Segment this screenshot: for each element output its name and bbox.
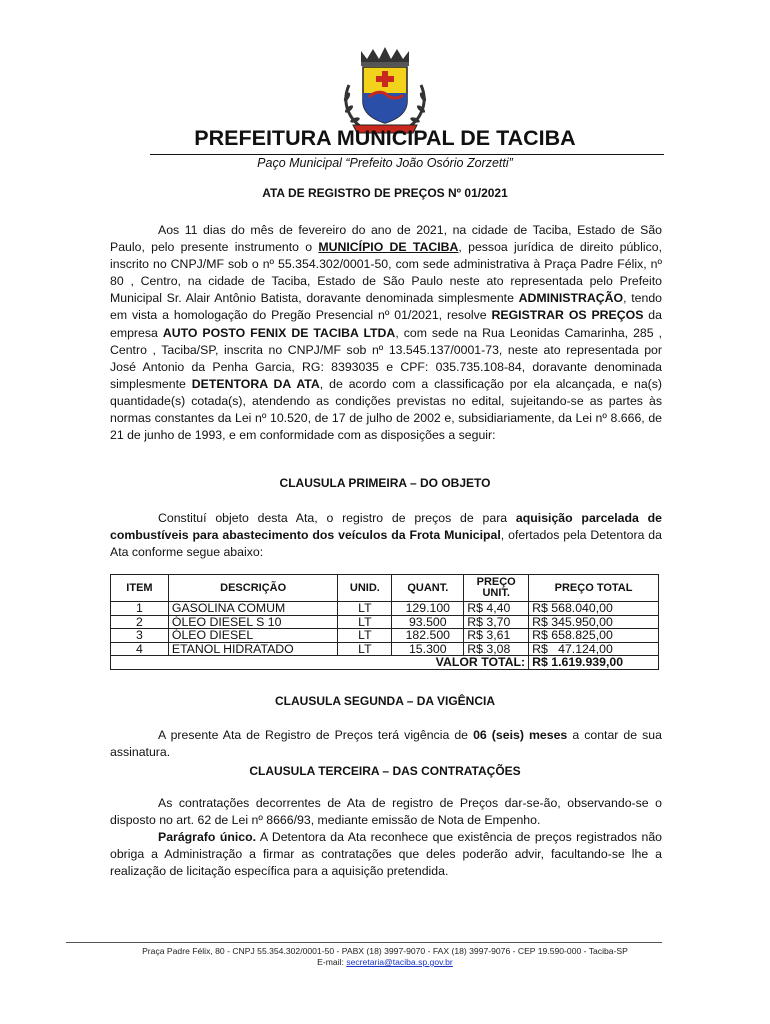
total-price-cell: R$ 658.825,00: [529, 629, 659, 643]
item-cell: 1: [111, 602, 169, 616]
quantity-cell: 129.100: [392, 602, 464, 616]
footer-email-line: [0, 957, 770, 967]
clause-2-paragraph: A presente Ata de Registro de Preços terá vigência de 06 (seis) meses a contar de sua assinatura.: [110, 728, 662, 760]
table-row: [111, 642, 659, 656]
unit-cell: LT: [338, 602, 392, 616]
unit-cell: LT: [338, 642, 392, 656]
unit-price-cell: R$ 3,70: [464, 615, 529, 629]
total-price-cell: R$ 345.950,00: [529, 615, 659, 629]
clause-3-sole-paragraph: Parágrafo único. A Detentora da Ata reconhece que existência de preços registrados não obriga a Administração a firmar as contratações que deles poderão advir, facultando-se lhe a realização de licitação específica para a aquisição pretendida.: [110, 830, 662, 879]
total-price-cell: R$ 47.124,00: [529, 642, 659, 656]
clause-3-heading: CLAUSULA TERCEIRA – DAS CONTRATAÇÕES: [249, 764, 521, 778]
quantity-cell: 182.500: [392, 629, 464, 643]
total-label: VALOR TOTAL:: [111, 656, 529, 670]
clause-1-heading: CLAUSULA PRIMEIRA – DO OBJETO: [279, 476, 491, 490]
quantity-cell: 15.300: [392, 642, 464, 656]
footer-email-label: E-mail:: [317, 957, 347, 967]
item-cell: 2: [111, 615, 169, 629]
page-subtitle: Paço Municipal “Prefeito João Osório Zorzetti”: [257, 156, 513, 170]
column-header: QUANT.: [392, 575, 464, 602]
column-header: DESCRIÇÃO: [168, 575, 338, 602]
description-cell: ÓLEO DIESEL S 10: [168, 615, 338, 629]
unit-cell: LT: [338, 615, 392, 629]
footer-divider: [66, 942, 662, 943]
unit-price-cell: R$ 3,08: [464, 642, 529, 656]
column-header: PREÇO UNIT.: [464, 575, 529, 602]
column-header: ITEM: [111, 575, 169, 602]
table-row: [111, 629, 659, 643]
footer-email-link[interactable]: secretaria@taciba.sp.gov.br: [346, 957, 453, 967]
unit-price-cell: R$ 3,61: [464, 629, 529, 643]
description-cell: ÓLEO DIESEL: [168, 629, 338, 643]
unit-cell: LT: [338, 629, 392, 643]
clause-1-paragraph: Constituí objeto desta Ata, o registro de preços de para aquisição parcelada de combustíveis para abastecimento dos veículos da Frota Municipal, ofertados pela Detentora da Ata conforme segue abaixo:: [110, 511, 662, 560]
column-header: PREÇO TOTAL: [529, 575, 659, 602]
table-row: [111, 602, 659, 616]
item-cell: 4: [111, 642, 169, 656]
coat-of-arms-icon: [335, 45, 435, 137]
description-cell: ETANOL HIDRATADO: [168, 642, 338, 656]
intro-paragraph: Aos 11 dias do mês de fevereiro do ano de 2021, na cidade de Taciba, Estado de São Paulo, pelo presente instrumento o MUNICÍPIO DE TACIBA, pessoa jurídica de direito público, inscrito no CNPJ/MF sob o nº 55.354.302/0001-50, com sede administrativa à Praça Padre Félix, nº 80 , Centro, na cidade de Taciba, Estado de São Paulo neste ato representada pelo Prefeito Municipal Sr. Alair Antônio Batista, doravante denominada simplesmente ADMINISTRAÇÃO, tendo em vista a homologação do Pregão Presencial nº 01/2021, resolve REGISTRAR OS PREÇOS da empresa AUTO POSTO FENIX DE TACIBA LTDA, com sede na Rua Leonidas Camarinha, 285 , Centro , Taciba/SP, inscrita no CNPJ/MF sob nº 13.545.137/0001-73, neste ato representada por José Antonio da Penha Garcia, RG: 8393035 e CPF: 035.735.108-84, doravante denominada simplesmente DETENTORA DA ATA, de acordo com a classificação por ela alcançada, e na(s) quantidade(s) cotada(s), atendendo as condições previstas no edital, sujeitando-se as partes às normas constantes da Lei nº 10.520, de 17 de julho de 2002 e, subsidiariamente, da Lei nº 8.666, de 21 de junho de 1993, e em conformidade com as disposições a seguir:: [110, 223, 663, 443]
table-row: [111, 615, 659, 629]
unit-price-cell: R$ 4,40: [464, 602, 529, 616]
clause-2-heading: CLAUSULA SEGUNDA – DA VIGÊNCIA: [274, 694, 495, 708]
table-total-row: [111, 656, 659, 670]
document-title: ATA DE REGISTRO DE PREÇOS Nº 01/2021: [262, 186, 508, 200]
page-title: PREFEITURA MUNICIPAL DE TACIBA: [194, 126, 576, 150]
footer-address: Praça Padre Félix, 80 - CNPJ 55.354.302/0001-50 - PABX (18) 3997-9070 - FAX (18) 3997-9076 - CEP 19.590-000 - Taciba-SP: [142, 946, 628, 956]
item-cell: 3: [111, 629, 169, 643]
column-header: UNID.: [338, 575, 392, 602]
description-cell: GASOLINA COMUM: [168, 602, 338, 616]
total-value: R$ 1.619.939,00: [529, 656, 659, 670]
clause-3-paragraph: As contratações decorrentes de Ata de registro de Preços dar-se-ão, observando-se o disposto no art. 62 de Lei nº 8666/93, mediante emissão de Nota de Empenho.: [110, 796, 662, 828]
table-header-row: [111, 575, 659, 602]
total-price-cell: R$ 568.040,00: [529, 602, 659, 616]
header-divider: [150, 154, 664, 155]
quantity-cell: 93.500: [392, 615, 464, 629]
items-table: [110, 574, 659, 670]
